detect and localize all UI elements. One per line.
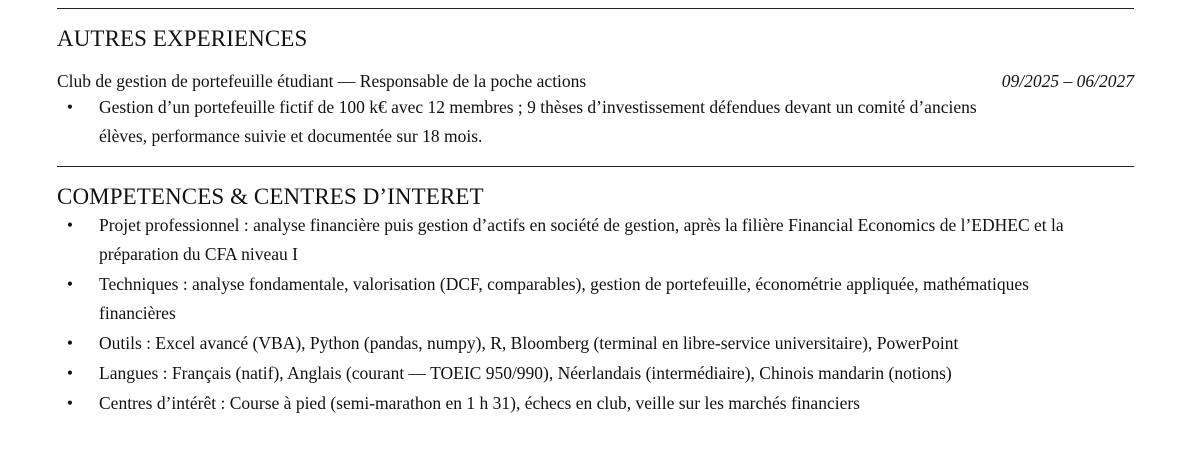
other-experiences-section bbox=[57, 25, 1134, 151]
bullet-text: Gestion d’un portefeuille fictif de 100 k€ avec 12 membres ; 9 thèses d’investissement défendues devant un comité d’anciens élèves, performance suivie et documentée sur 18 mois. bbox=[99, 97, 977, 146]
list-item bbox=[57, 329, 1097, 358]
bullet-text: Centres d’intérêt : Course à pied (semi-marathon en 1 h 31), échecs en club, veille sur les marchés financiers bbox=[99, 393, 860, 413]
skills-interests-section bbox=[57, 183, 1134, 418]
bullet-text: Langues : Français (natif), Anglais (courant — TOEIC 950/990), Néerlandais (intermédiaire), Chinois mandarin (notions) bbox=[99, 363, 952, 383]
bullet-icon: • bbox=[66, 333, 74, 353]
list-item bbox=[57, 359, 1097, 388]
section-divider bbox=[57, 8, 1134, 9]
section-title-skills: COMPETENCES & CENTRES D’INTERET bbox=[57, 184, 484, 209]
skills-bullets bbox=[57, 211, 1097, 418]
bullet-text: Projet professionnel : analyse financière puis gestion d’actifs en société de gestion, après la filière Financial Economics de l’EDHEC et la préparation du CFA niveau I bbox=[99, 215, 1064, 264]
experience-role: Club de gestion de portefeuille étudiant — Responsable de la poche actions bbox=[57, 71, 587, 91]
experience-header bbox=[57, 69, 1134, 93]
list-item bbox=[57, 270, 1097, 328]
resume-page bbox=[57, 0, 1134, 419]
bullet-text: Techniques : analyse fondamentale, valorisation (DCF, comparables), gestion de portefeuille, économétrie appliquée, mathématiques financières bbox=[99, 274, 1029, 323]
bullet-icon: • bbox=[66, 215, 74, 235]
experience-dates: 09/2025 – 06/2027 bbox=[1001, 71, 1134, 91]
list-item bbox=[57, 93, 977, 151]
bullet-icon: • bbox=[66, 97, 74, 117]
bullet-icon: • bbox=[66, 393, 74, 413]
section-divider bbox=[57, 166, 1134, 167]
bullet-icon: • bbox=[66, 274, 74, 294]
bullet-icon: • bbox=[66, 363, 74, 383]
experience-bullets bbox=[57, 93, 977, 151]
list-item bbox=[57, 211, 1097, 269]
bullet-text: Outils : Excel avancé (VBA), Python (pandas, numpy), R, Bloomberg (terminal en libre-service universitaire), PowerPoint bbox=[99, 333, 959, 353]
list-item bbox=[57, 389, 1097, 418]
section-title-experiences: AUTRES EXPERIENCES bbox=[57, 26, 308, 51]
